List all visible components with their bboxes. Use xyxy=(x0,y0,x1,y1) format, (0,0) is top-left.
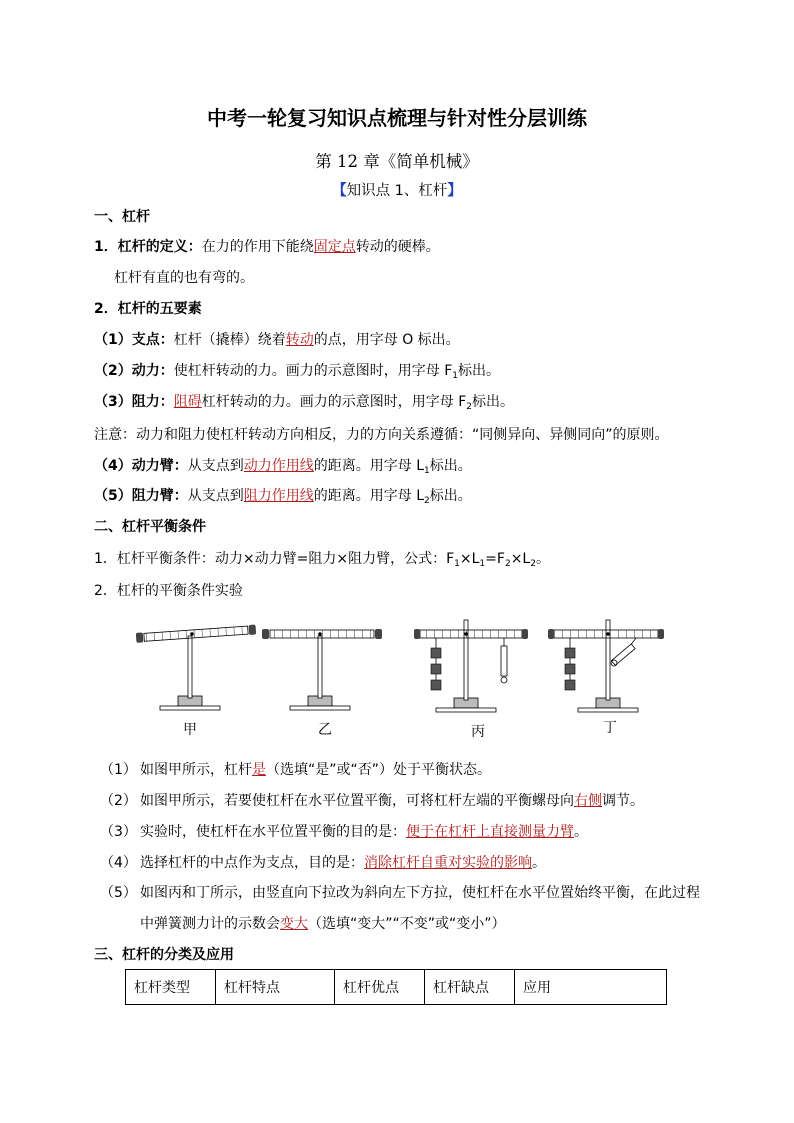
element-resistance: （3）阻力：阻碍杠杆转动的力。画力的示意图时，用字母 $F_2$标出。 xyxy=(94,394,514,412)
question-5-cont: 中弹簧测力计的示数会变大（选填“变大”“不变”或“变小”） xyxy=(140,916,506,932)
question-2: （2） 如图甲所示，若要使杠杆在水平位置平衡，可将杠杆左端的平衡螺母向右侧调节。 xyxy=(100,793,644,809)
figure-label-ding: 丁 xyxy=(603,720,617,736)
question-4: （4） 选择杠杆的中点作为支点，目的是：消除杠杆自重对实验的影响。 xyxy=(100,855,546,871)
element-resistance-arm: （5）阻力臂：从支点到阻力作用线的距离。用字母 $L_2$标出。 xyxy=(94,488,472,506)
lever-experiment-figure xyxy=(130,612,680,742)
figure-label-yi: 乙 xyxy=(318,722,332,738)
knowledge-point-title: 【知识点 1、杠杆】 xyxy=(332,183,462,199)
question-3: （3） 实验时，使杠杆在水平位置平衡的目的是：便于在杠杆上直接测量力臂。 xyxy=(100,824,588,840)
figure-jia xyxy=(136,625,256,738)
question-5: （5） 如图丙和丁所示，由竖直向下拉改为斜向左下方拉，使杠杆在水平位置始终平衡，在此过程 xyxy=(100,885,700,901)
lever-definition-note: 杠杆有直的也有弯的。 xyxy=(114,270,254,286)
table-header-cell: 杠杆特点 xyxy=(216,970,335,1005)
question-1: （1） 如图甲所示，杠杆是（选填“是”或“否”）处于平衡状态。 xyxy=(100,762,492,778)
lever-classification-table xyxy=(125,969,667,1005)
table-header-cell: 杠杆缺点 xyxy=(425,970,515,1005)
lever-definition: 1．杠杆的定义：在力的作用下能绕固定点转动的硬棒。 xyxy=(94,239,440,255)
figure-bing xyxy=(414,620,528,740)
table-header-cell: 应用 xyxy=(515,970,667,1005)
note: 注意：动力和阻力使杠杆转动方向相反，力的方向关系遵循：“同侧异向、异侧同向”的原则。 xyxy=(94,427,669,443)
element-effort: （2）动力：使杠杆转动的力。画力的示意图时，用字母 $F_1$标出。 xyxy=(94,363,500,381)
element-effort-arm: （4）动力臂：从支点到动力作用线的距离。用字母 $L_1$标出。 xyxy=(94,458,472,476)
chapter-title: 第 12 章《简单机械》 xyxy=(315,152,479,171)
section-heading-balance: 二、杠杆平衡条件 xyxy=(94,519,206,535)
section-heading-lever: 一、杠杆 xyxy=(94,209,150,225)
figure-label-bing: 丙 xyxy=(471,724,485,740)
table-header-cell: 杠杆优点 xyxy=(335,970,425,1005)
element-fulcrum: （1）支点：杠杆（撬棒）绕着转动的点，用字母 O 标出。 xyxy=(94,332,460,348)
five-elements-heading: 2．杠杆的五要素 xyxy=(94,301,202,317)
document-title: 中考一轮复习知识点梳理与针对性分层训练 xyxy=(207,106,587,130)
table-header-cell: 杠杆类型 xyxy=(126,970,216,1005)
table-header-row xyxy=(126,970,667,1005)
figure-ding xyxy=(548,620,664,736)
section-heading-classification: 三、杠杆的分类及应用 xyxy=(94,947,234,963)
figure-yi xyxy=(262,629,382,738)
balance-condition: 1．杠杆平衡条件：动力×动力臂=阻力×阻力臂，公式：$F_1\times L_1=F_2\times L_2$。 xyxy=(94,551,550,569)
figure-label-jia: 甲 xyxy=(183,722,197,738)
experiment-heading: 2．杠杆的平衡条件实验 xyxy=(94,583,243,599)
